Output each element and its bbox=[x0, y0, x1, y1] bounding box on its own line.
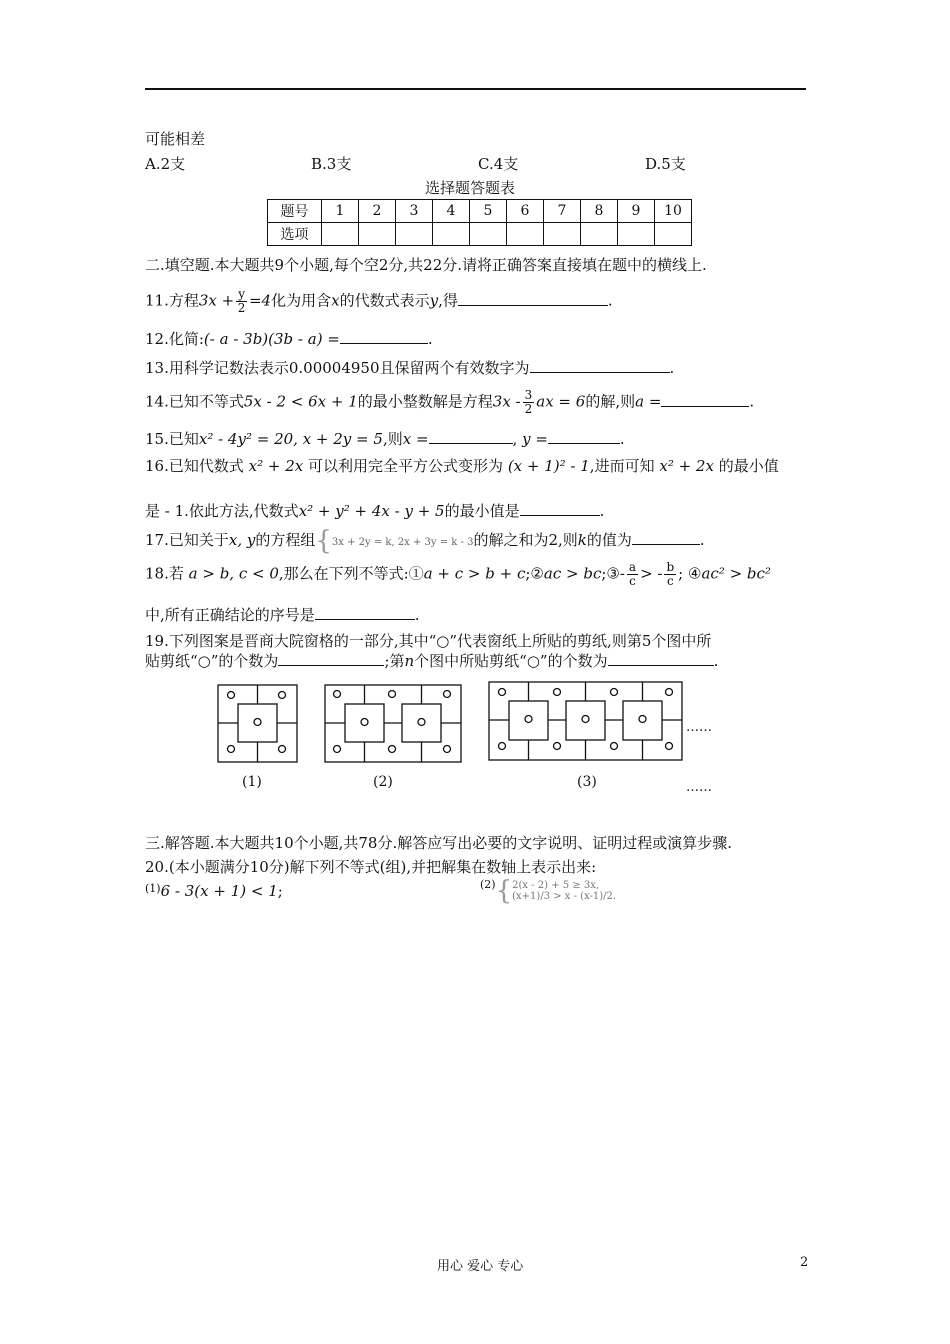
question-13: 13.用科学记数法表示0.00004950且保留两个有效数字为 . bbox=[145, 359, 675, 377]
q20-part-1: $^{(1)}$6 - 3(x + 1) < 1; bbox=[145, 882, 283, 900]
question-15: 15.已知x² - 4y² = 20, x + 2y = 5,则x = , y = . bbox=[145, 430, 625, 448]
question-17: 17.已知关于x, y的方程组{3x + 2y = k, 2x + 3y = k - 3的解之和为2,则k的值为 . bbox=[145, 526, 705, 556]
option-c: C.4支 bbox=[478, 155, 519, 173]
figure-2-label: (2) bbox=[373, 774, 393, 790]
answer-table-number: 2 bbox=[359, 200, 396, 223]
question-19-line-2: 贴剪纸“○”的个数为 ;第n个图中所贴剪纸“○”的个数为 . bbox=[145, 652, 719, 670]
question-14: 14.已知不等式5x - 2 < 6x + 1的最小整数解是方程3x - $\frac{3}{2}$ ax = 6的解,则a = . bbox=[145, 388, 755, 416]
q20-inequality-system: 2(x - 2) + 5 ≥ 3x, (x+1)/3 > x - (x-1)/2. bbox=[512, 880, 617, 902]
q11-equation-left: 3x + bbox=[198, 291, 235, 310]
q17-system-brace: { bbox=[315, 526, 332, 556]
question-12: 12.化简:(- a - 3b)(3b - a) = . bbox=[145, 330, 433, 348]
figure-1-label: (1) bbox=[242, 774, 262, 790]
question-20: 20.(本小题满分10分)解下列不等式(组),并把解集在数轴上表示出来: bbox=[145, 858, 597, 876]
figure-2 bbox=[325, 685, 461, 762]
section-3-header: 三.解答题.本大题共10个小题,共78分.解答应写出必要的文字说明、证明过程或演算步骤. bbox=[145, 834, 733, 852]
answer-table-number: 9 bbox=[618, 200, 655, 223]
question-11: 11.方程3x + $\frac{y}{2}$ =4化为用含x的代数式表示y,得 . bbox=[145, 287, 613, 315]
figure-ellipsis-2: …… bbox=[686, 780, 712, 795]
answer-table-number: 4 bbox=[433, 200, 470, 223]
answer-table-number: 1 bbox=[322, 200, 359, 223]
answer-table-number: 3 bbox=[396, 200, 433, 223]
option-a: A.2支 bbox=[145, 155, 186, 173]
question-16-line-2: 是 - 1.依此方法,代数式x² + y² + 4x - y + 5的最小值是 . bbox=[145, 502, 605, 520]
page-number: 2 bbox=[800, 1255, 809, 1270]
q12-expression: (- a - 3b)(3b - a) = bbox=[203, 330, 340, 348]
answer-table-number: 5 bbox=[470, 200, 507, 223]
answer-table-row-label: 题号 bbox=[268, 200, 322, 223]
question-18-line-2: 中,所有正确结论的序号是 . bbox=[145, 606, 420, 624]
answer-table-number: 6 bbox=[507, 200, 544, 223]
figure-3 bbox=[489, 682, 682, 760]
q20-system-brace: { bbox=[495, 876, 513, 906]
option-b: B.3支 bbox=[311, 155, 352, 173]
q20-part-2: $^{(2)}${ 2(x - 2) + 5 ≥ 3x, (x+1)/3 > x - (x-1)/2. bbox=[480, 876, 617, 906]
answer-table-caption: 选择题答题表 bbox=[425, 179, 516, 197]
q20-part-1-expression: 6 - 3(x + 1) < 1 bbox=[160, 882, 278, 900]
figure-ellipsis-1: …… bbox=[686, 720, 712, 735]
previous-question-tail: 可能相差 bbox=[145, 130, 206, 148]
question-18-line-1: 18.若 a > b, c < 0,那么在下列不等式:①a + c > b + c;②ac > bc;③- $\frac{a}{c}$ > - $\frac{b}{c}$ ; ④ac² > bc² bbox=[145, 560, 771, 588]
footer-motto: 用心 爱心 专心 bbox=[437, 1259, 524, 1274]
answer-table-number: 10 bbox=[655, 200, 692, 223]
answer-table-number: 8 bbox=[581, 200, 618, 223]
figure-3-label: (3) bbox=[577, 774, 597, 790]
q17-equation-system: 3x + 2y = k, 2x + 3y = k - 3 bbox=[331, 537, 474, 548]
figure-1 bbox=[218, 685, 297, 762]
section-2-header: 二.填空题.本大题共9个小题,每个空2分,共22分.请将正确答案直接填在题中的横线上. bbox=[145, 256, 707, 274]
q14-fraction: $\frac{3}{2}$ bbox=[524, 388, 533, 416]
question-19-line-1: 19.下列图案是晋商大院窗格的一部分,其中“○”代表窗纸上所贴的剪纸,则第5个图中所 bbox=[145, 632, 712, 650]
q11-fraction: $\frac{y}{2}$ bbox=[237, 287, 246, 315]
answer-table-row-label: 选项 bbox=[268, 223, 322, 246]
option-d: D.5支 bbox=[645, 155, 686, 173]
question-16-line-1: 16.已知代数式 x² + 2x 可以利用完全平方公式变形为 (x + 1)² - 1,进而可知 x² + 2x 的最小值 bbox=[145, 457, 779, 475]
answer-table-number: 7 bbox=[544, 200, 581, 223]
